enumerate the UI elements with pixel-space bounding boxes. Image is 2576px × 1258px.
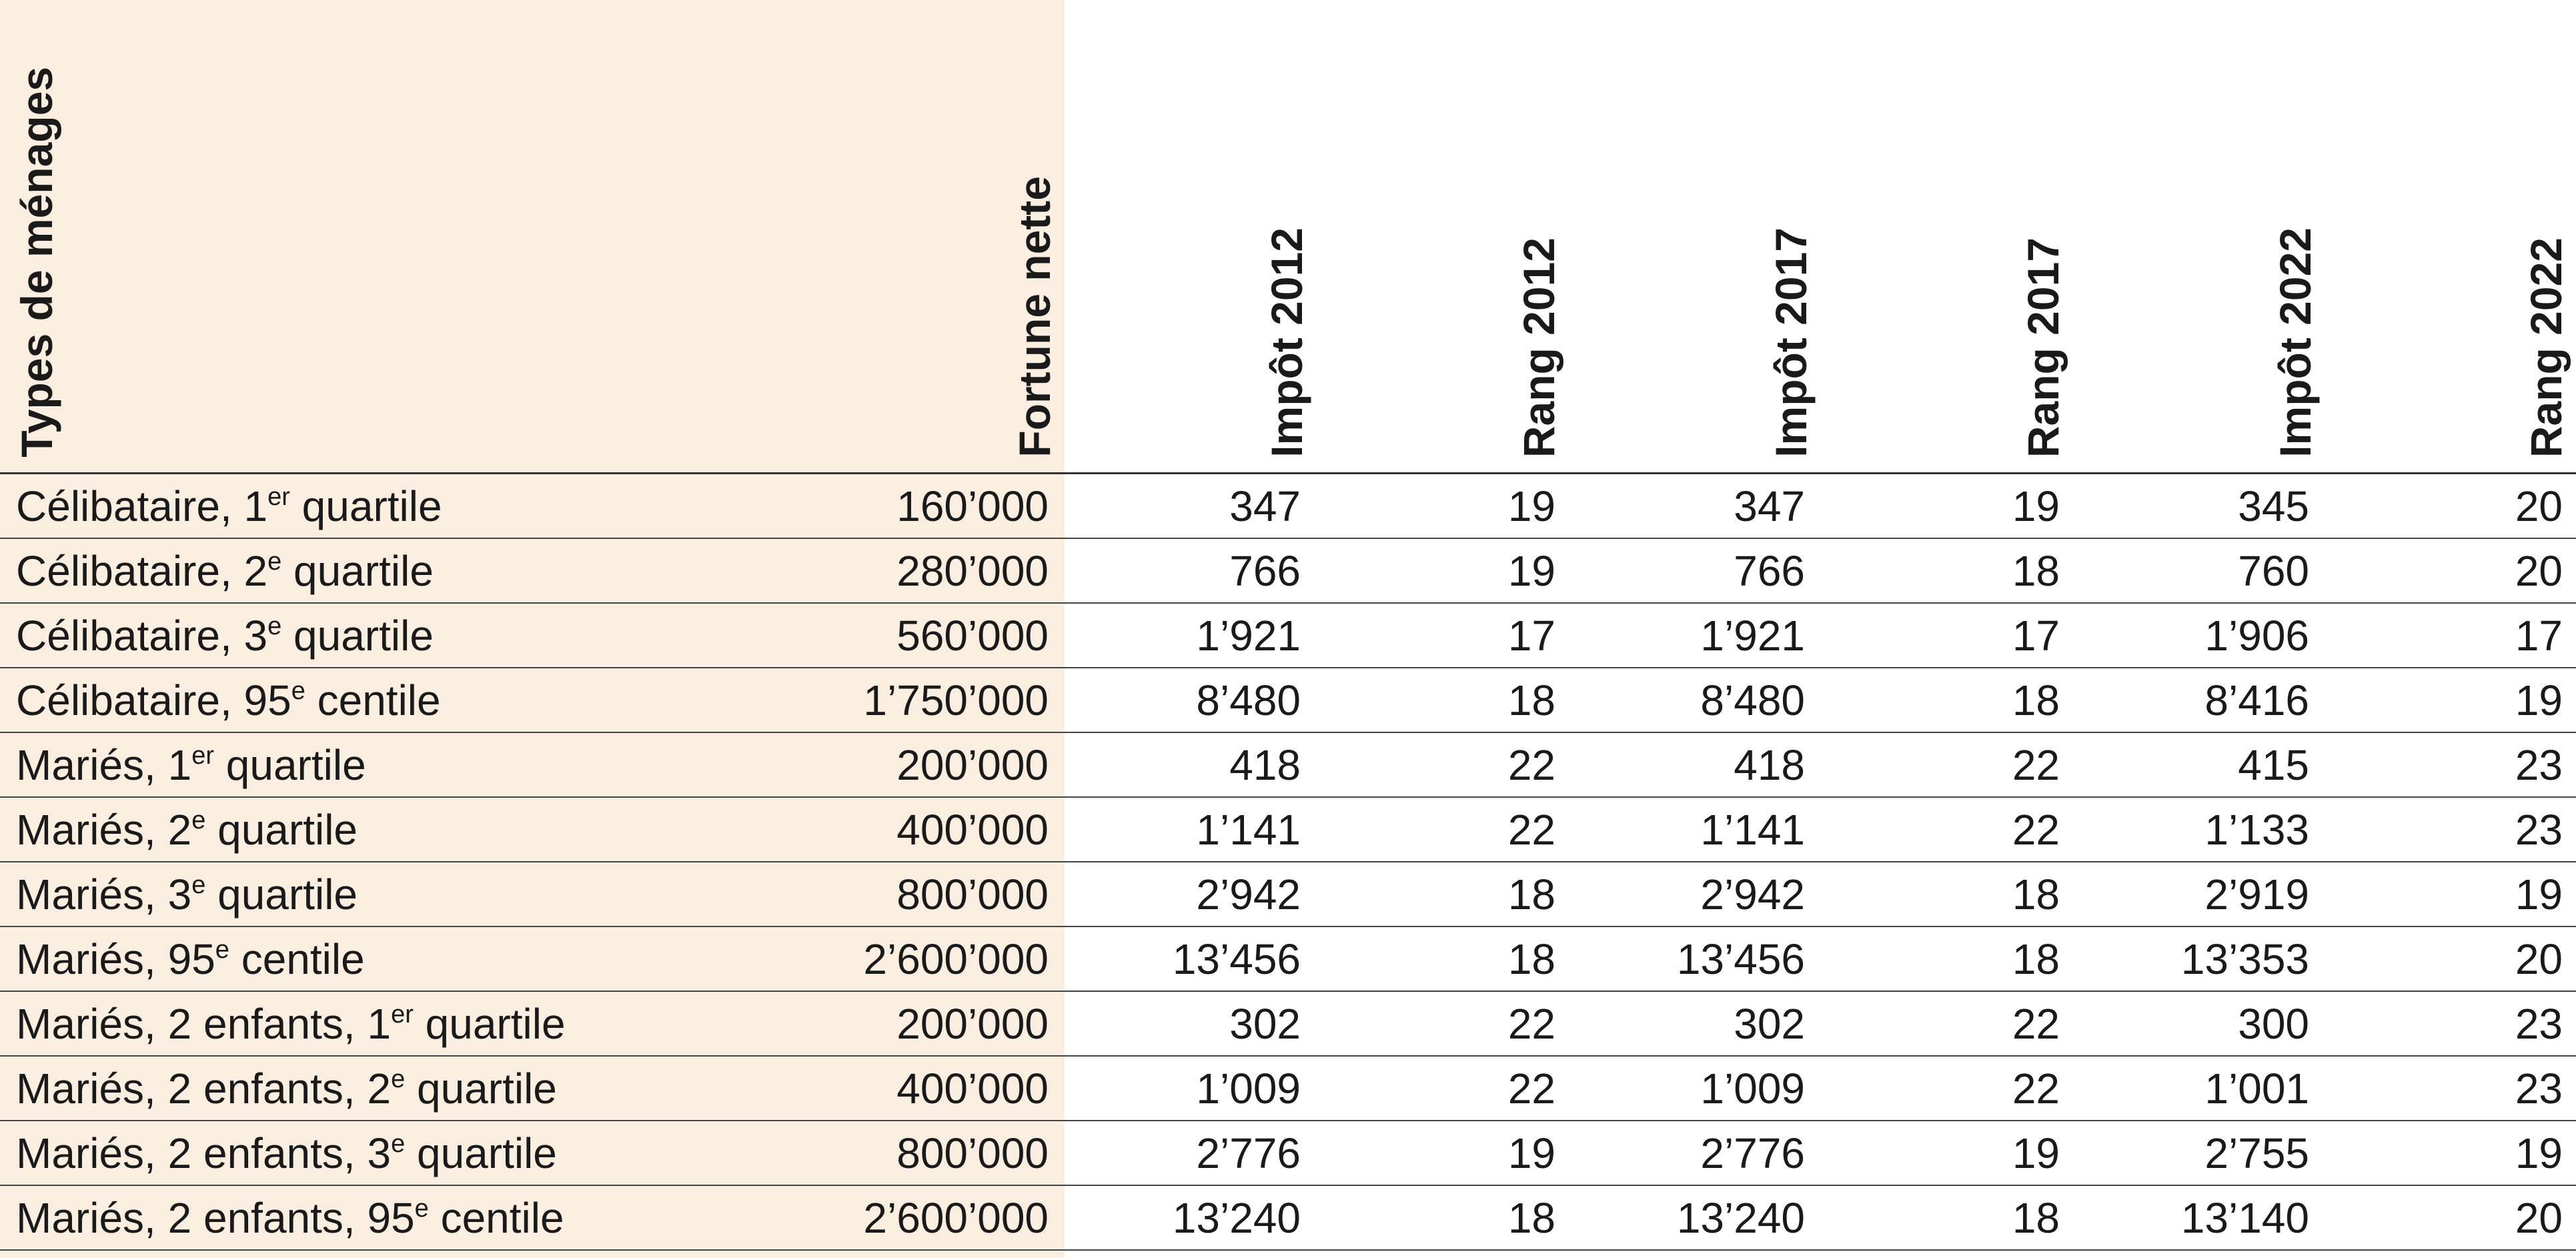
cell-impot-2017: 302 bbox=[1569, 991, 1821, 1056]
cell-household-type bbox=[0, 732, 714, 797]
cell-impot-2012: 13’456 bbox=[1065, 926, 1317, 991]
header-fortune-nette bbox=[714, 0, 1065, 474]
cell-rang-2022: 20 bbox=[2325, 474, 2576, 539]
cell-rang-2012: 19 bbox=[1317, 538, 1569, 603]
header-label: Rang 2012 bbox=[1514, 237, 1563, 458]
cell-impot-2017: 1’009 bbox=[1569, 1056, 1821, 1121]
cell-rang-2017: 19 bbox=[1821, 1121, 2073, 1185]
household-type-rest: quartile bbox=[213, 740, 366, 789]
cell-impot-2022: 1’001 bbox=[2073, 1056, 2325, 1121]
header-label: Impôt 2017 bbox=[1766, 227, 1816, 458]
cell-impot-2022: 13’353 bbox=[2073, 926, 2325, 991]
cell-impot-2017: 418 bbox=[1569, 732, 1821, 797]
cell-impot-2022: 415 bbox=[2073, 732, 2325, 797]
table-row bbox=[0, 1185, 2576, 1250]
header-rang-2012 bbox=[1317, 0, 1569, 474]
cell-rang-2017: 18 bbox=[1821, 926, 2073, 991]
household-type-rest: quartile bbox=[413, 999, 566, 1048]
table-row bbox=[0, 474, 2576, 539]
cell-impot-2022: 300 bbox=[2073, 991, 2325, 1056]
cell-rang-2012: 19 bbox=[1317, 1121, 1569, 1185]
table-row bbox=[0, 668, 2576, 732]
cell-rang-2012: 17 bbox=[1317, 603, 1569, 668]
table-row bbox=[0, 862, 2576, 926]
cell-impot-2012: 1’009 bbox=[1065, 1056, 1317, 1121]
cell-impot-2012: 8’480 bbox=[1065, 668, 1317, 732]
cell-impot-2017: 13’240 bbox=[1569, 1185, 1821, 1250]
cell-household-type bbox=[0, 1121, 714, 1185]
cell-impot-2017: 347 bbox=[1569, 474, 1821, 539]
cell-fortune-nette: 2’600’000 bbox=[714, 1185, 1065, 1250]
household-type-rest: quartile bbox=[289, 482, 442, 530]
cell-impot-2012: 2’776 bbox=[1065, 1121, 1317, 1185]
header-impot-2022 bbox=[2073, 0, 2325, 474]
header-impot-2012 bbox=[1065, 0, 1317, 474]
cell-impot-2017: 1’141 bbox=[1569, 797, 1821, 862]
cell-rang-2012: 22 bbox=[1317, 991, 1569, 1056]
cell-household-type bbox=[0, 926, 714, 991]
cell-household-type bbox=[0, 797, 714, 862]
ordinal-suffix: e bbox=[191, 806, 206, 834]
cell-rang-2017: 17 bbox=[1821, 603, 2073, 668]
cell-rang-2017: 18 bbox=[1821, 862, 2073, 926]
cell-impot-2022: 2’919 bbox=[2073, 862, 2325, 926]
table-row bbox=[0, 732, 2576, 797]
household-type-text: Mariés, 2 enfants, 3 bbox=[16, 1129, 392, 1177]
header-rang-2017 bbox=[1821, 0, 2073, 474]
header-label: Rang 2017 bbox=[2018, 237, 2068, 458]
cell-rang-2022: 17 bbox=[2325, 603, 2576, 668]
cell-impot-2017: 8’480 bbox=[1569, 668, 1821, 732]
cell-rang-2012: 18 bbox=[1317, 862, 1569, 926]
cell-impot-2012: 347 bbox=[1065, 474, 1317, 539]
cell-rang-2017: 22 bbox=[1821, 797, 2073, 862]
household-type-text: Mariés, 2 enfants, 1 bbox=[16, 999, 392, 1048]
cell-impot-2022: 760 bbox=[2073, 538, 2325, 603]
header-label: Fortune nette bbox=[1010, 176, 1059, 458]
header-impot-2017 bbox=[1569, 0, 1821, 474]
cell-household-type bbox=[0, 862, 714, 926]
cell-fortune-nette: 160’000 bbox=[714, 474, 1065, 539]
header-label: Impôt 2012 bbox=[1262, 227, 1311, 458]
table-header-row bbox=[0, 0, 2576, 474]
cell-household-type bbox=[0, 991, 714, 1056]
cell-impot-2012: 13’240 bbox=[1065, 1185, 1317, 1250]
cell-household-type bbox=[0, 538, 714, 603]
cell-rang-2012: 22 bbox=[1317, 1056, 1569, 1121]
household-type-rest: centile bbox=[305, 676, 441, 724]
cell-rang-2022: 20 bbox=[2325, 538, 2576, 603]
table-row bbox=[0, 926, 2576, 991]
household-type-text: Célibataire, 2 bbox=[16, 546, 268, 595]
cell-rang-2012: 18 bbox=[1317, 926, 1569, 991]
cell-rang-2017: 18 bbox=[1821, 1185, 2073, 1250]
household-type-text: Célibataire, 1 bbox=[16, 482, 268, 530]
cell-household-type bbox=[0, 474, 714, 539]
table-row bbox=[0, 538, 2576, 603]
cell-household-type bbox=[0, 668, 714, 732]
cell-rang-2012: 22 bbox=[1317, 797, 1569, 862]
household-type-text: Mariés, 2 enfants, 95 bbox=[16, 1193, 415, 1242]
cell-rang-2012: 19 bbox=[1317, 474, 1569, 539]
header-label: Impôt 2022 bbox=[2271, 227, 2320, 458]
household-type-rest: quartile bbox=[281, 611, 434, 660]
cell-impot-2012: 1’921 bbox=[1065, 603, 1317, 668]
ordinal-suffix: er bbox=[267, 482, 290, 511]
cell-rang-2022: 19 bbox=[2325, 668, 2576, 732]
header-types-de-menages bbox=[0, 0, 714, 474]
ordinal-suffix: e bbox=[414, 1194, 429, 1223]
table-row bbox=[0, 1056, 2576, 1121]
table-row bbox=[0, 991, 2576, 1056]
household-type-text: Mariés, 2 enfants, 2 bbox=[16, 1064, 392, 1113]
cell-impot-2022: 8’416 bbox=[2073, 668, 2325, 732]
cell-impot-2017: 13’456 bbox=[1569, 926, 1821, 991]
household-type-rest: quartile bbox=[205, 805, 358, 854]
cell-rang-2017: 22 bbox=[1821, 732, 2073, 797]
cell-fortune-nette: 280’000 bbox=[714, 538, 1065, 603]
cell-impot-2012: 1’141 bbox=[1065, 797, 1317, 862]
cell-rang-2012: 22 bbox=[1317, 732, 1569, 797]
cell-rang-2022: 23 bbox=[2325, 797, 2576, 862]
household-type-text: Mariés, 2 bbox=[16, 805, 192, 854]
cell-fortune-nette: 1’750’000 bbox=[714, 668, 1065, 732]
cell-fortune-nette: 560’000 bbox=[714, 603, 1065, 668]
cell-impot-2012: 302 bbox=[1065, 991, 1317, 1056]
cell-impot-2017: 2’942 bbox=[1569, 862, 1821, 926]
cell-household-type bbox=[0, 1056, 714, 1121]
table-row bbox=[0, 603, 2576, 668]
household-type-text: Célibataire, 3 bbox=[16, 611, 268, 660]
cell-impot-2017: 2’776 bbox=[1569, 1121, 1821, 1185]
ordinal-suffix: e bbox=[191, 870, 206, 899]
household-type-text: Mariés, 1 bbox=[16, 740, 192, 789]
cell-impot-2022: 345 bbox=[2073, 474, 2325, 539]
ordinal-suffix: e bbox=[391, 1129, 406, 1158]
household-type-rest: centile bbox=[229, 934, 365, 983]
ordinal-suffix: e bbox=[267, 547, 282, 576]
household-type-rest: quartile bbox=[281, 546, 434, 595]
cell-rang-2017: 22 bbox=[1821, 991, 2073, 1056]
cell-rang-2017: 22 bbox=[1821, 1056, 2073, 1121]
cell-rang-2012: 18 bbox=[1317, 1185, 1569, 1250]
cell-rang-2022: 19 bbox=[2325, 1121, 2576, 1185]
cell-fortune-nette: 200’000 bbox=[714, 732, 1065, 797]
household-type-rest: quartile bbox=[405, 1129, 557, 1177]
cell-impot-2017: 1’921 bbox=[1569, 603, 1821, 668]
ordinal-suffix: e bbox=[267, 612, 282, 640]
cell-rang-2022: 20 bbox=[2325, 926, 2576, 991]
header-rang-2022 bbox=[2325, 0, 2576, 474]
household-type-rest: quartile bbox=[205, 870, 358, 918]
cell-fortune-nette: 200’000 bbox=[714, 991, 1065, 1056]
cell-fortune-nette: 400’000 bbox=[714, 1056, 1065, 1121]
cell-impot-2022: 2’755 bbox=[2073, 1121, 2325, 1185]
header-label: Rang 2022 bbox=[2521, 237, 2571, 458]
table-row bbox=[0, 1121, 2576, 1185]
cell-impot-2012: 766 bbox=[1065, 538, 1317, 603]
cell-impot-2022: 1’906 bbox=[2073, 603, 2325, 668]
household-type-text: Mariés, 95 bbox=[16, 934, 215, 983]
cell-fortune-nette: 2’600’000 bbox=[714, 926, 1065, 991]
cell-rang-2022: 23 bbox=[2325, 732, 2576, 797]
table-row bbox=[0, 797, 2576, 862]
header-label: Types de ménages bbox=[12, 67, 61, 458]
table-body bbox=[0, 474, 2576, 1251]
household-type-text: Célibataire, 95 bbox=[16, 676, 291, 724]
cell-rang-2017: 18 bbox=[1821, 538, 2073, 603]
cell-impot-2012: 2’942 bbox=[1065, 862, 1317, 926]
ordinal-suffix: e bbox=[391, 1065, 406, 1093]
cell-rang-2022: 20 bbox=[2325, 1185, 2576, 1250]
ordinal-suffix: e bbox=[215, 935, 229, 964]
cell-fortune-nette: 800’000 bbox=[714, 1121, 1065, 1185]
ordinal-suffix: er bbox=[391, 1000, 414, 1029]
cell-rang-2017: 18 bbox=[1821, 668, 2073, 732]
cell-household-type bbox=[0, 1185, 714, 1250]
cell-impot-2017: 766 bbox=[1569, 538, 1821, 603]
cell-fortune-nette: 400’000 bbox=[714, 797, 1065, 862]
ordinal-suffix: e bbox=[291, 676, 305, 705]
household-type-text: Mariés, 3 bbox=[16, 870, 192, 918]
ordinal-suffix: er bbox=[191, 741, 214, 770]
cell-rang-2017: 19 bbox=[1821, 474, 2073, 539]
cell-impot-2022: 1’133 bbox=[2073, 797, 2325, 862]
cell-impot-2012: 418 bbox=[1065, 732, 1317, 797]
cell-fortune-nette: 800’000 bbox=[714, 862, 1065, 926]
cell-household-type bbox=[0, 603, 714, 668]
cell-rang-2022: 19 bbox=[2325, 862, 2576, 926]
household-type-rest: quartile bbox=[405, 1064, 557, 1113]
cell-rang-2022: 23 bbox=[2325, 1056, 2576, 1121]
cell-rang-2022: 23 bbox=[2325, 991, 2576, 1056]
cell-rang-2012: 18 bbox=[1317, 668, 1569, 732]
cell-impot-2022: 13’140 bbox=[2073, 1185, 2325, 1250]
household-type-rest: centile bbox=[428, 1193, 564, 1242]
